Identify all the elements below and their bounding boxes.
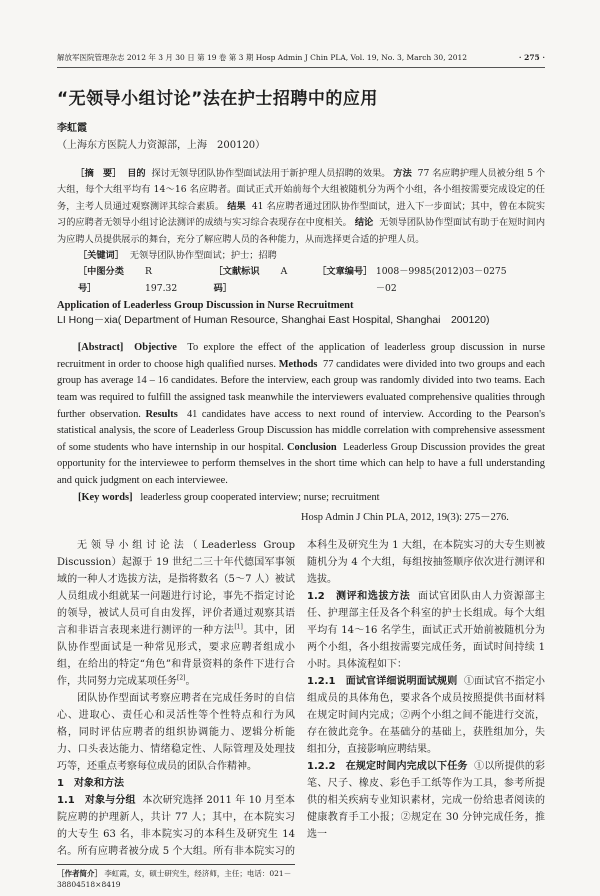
article-id-label: ［文章编号］ <box>317 266 373 278</box>
running-header <box>57 53 545 68</box>
section-1-2-heading: 1.2 测评和选拔方法 <box>307 591 411 603</box>
methods-text: 77 名应聘护理人员被分组 5 个大组，每个大组平均有 14～16 名应聘者。面试正式开始前每个大组被随机分为两个小组，各小组按需要完成设定的任务，主考人员通过观察测评其综合素质。 <box>57 168 546 212</box>
article-title: “无领导小组讨论”法在护士招聘中的应用 <box>57 89 378 109</box>
footnote-label: ［作者简介］ <box>57 869 102 879</box>
english-title: Application of Leaderless Group Discussion in Nurse Recruitment <box>57 300 354 312</box>
section-1-2-text: 面试官团队由人力资源部主任、护理部主任及各个科室的护士长组成。每个大组平均有 14～16 名学生，面试正式开始前被随机分为两个小组，各小组按需要完成任务，面试时间持续 1 小时。具体流程如下： <box>307 591 546 671</box>
keywords-text: leaderless group cooperated interview; nurse; recruitment <box>140 491 380 503</box>
section-1-1-heading: 1.1 对象与分组 <box>57 795 136 807</box>
clc-value: R 197.32 <box>145 266 178 294</box>
methods-label: Methods <box>278 358 318 370</box>
author-footnote <box>57 868 295 890</box>
abstract-label: [Abstract] <box>77 342 124 354</box>
footnote-text: 李虹霞，女，硕士研究生，经济师，主任；电话：021－38804518×8419 <box>57 869 292 890</box>
article-id-value: 1008－9985(2012)03－0275－02 <box>375 266 507 294</box>
reference-2[interactable]: [2] <box>177 674 186 682</box>
section-1-2-2-text: ①以所提供的彩笔、尺子、橡皮、彩色手工纸等作为工具，参考所提供的相关疾病专业知识素材，完成一份给患者阅读的健康教育手工小报；②规定在 30 分钟完成任务，推选一 <box>307 761 546 841</box>
section-1-2-1-heading: 1.2.1 面试官详细说明面试规则 <box>307 676 458 688</box>
section-1-2-1-text: ①面试官不指定小组成员的具体角色，要求各个成员按照提供书面材料在规定时间内完成；②两个小组之间不能进行交流，存在彼此竞争。在基础分的基础上，获胜组加分，失组扣分，直接影响应聘结果。 <box>307 676 546 756</box>
keywords-label: [Key words] <box>78 491 133 503</box>
doc-code-label: ［文献标识码］ <box>213 266 260 294</box>
intro-paragraph <box>57 537 295 690</box>
intro-text: 无领导小组讨论法（Leaderless Group Discussion）起源于 19 世纪二三十年代德国军事领域的一种人才选拔方法，是指将数名（5～7 人）被试人员组成小组就某一问题进行讨论，事先不指定讨论的领导，被试人员可自由发挥，评价者通过观察其语言和非语言表现来进行测评的一种方法 <box>57 540 295 637</box>
classification-line <box>57 264 545 297</box>
clc-label: ［中图分类号］ <box>78 266 124 294</box>
conclusion-text: 无领导团队协作型面试有助于在短时间内为应聘人员提供展示的舞台，充分了解应聘人员的各种能力，从而选择更合适的护理人员。 <box>57 217 546 245</box>
journal-info: 解放军医院管理杂志 2012 年 3 月 30 日 第 19 卷 第 3 期 Hosp Admin J Chin PLA, Vol. 19, No. 3, March 30, 2012 <box>57 53 468 62</box>
body-two-columns <box>57 537 545 860</box>
citation: Hosp Admin J Chin PLA, 2012, 19(3): 275－276. <box>301 512 509 524</box>
objective-text: To explore the effect of the application of leaderless group discussion in nurse recruitment in order to choose high qualified nurses. <box>57 342 545 370</box>
section-1-2-2-heading: 1.2.2 在规定时间内完成以下任务 <box>307 761 468 773</box>
intro-text-2: 。其中，团队协作型面试是一种常见形式，要求应聘者组成小组，在给出的特定“角色”和背景资料的条件下进行合作，共同努力完成某项任务 <box>57 625 296 688</box>
page-number: · 275 · <box>518 53 545 62</box>
objective-text: 探讨无领导团队协作型面试法用于新护理人员招聘的效果。 <box>151 168 391 179</box>
english-author: LI Hong－xia( Department of Human Resource, Shanghai East Hospital, Shanghai 200120) <box>57 314 490 327</box>
footnote-divider <box>57 864 295 865</box>
section-1-2-1 <box>307 673 545 758</box>
results-label: 结果 <box>227 200 246 212</box>
intro-text-3: 。 <box>185 676 196 688</box>
objective-label: Objective <box>134 342 177 354</box>
chinese-abstract <box>57 166 545 248</box>
abstract-label: ［摘 要］ <box>75 168 122 179</box>
methods-text: 77 candidates were divided into two groups and each group has average 14 – 16 candidates. Before the interview, each group was randomly divided into two teams. Each team was required to fulfill the assigned task meanwhile the interviewers evaluated comprehensive qualities through further observation. <box>57 358 545 420</box>
chinese-keywords <box>57 248 545 264</box>
conclusion-label: Conclusion <box>287 441 337 453</box>
section-1-1-text: 本次研究选择 2011 年 10 月至本院应聘的护理新人，共计 77 人；其中，在本院实习的大专生 63 名，非本院实习的本科生及研究生 14 名。所有应聘者被分成 5 个大组。所有非本院实习的本科生及研究生为 1 大组，在本院实习的大专生则被随机分为 4 个大组，每组按抽签顺序依次进行测评和选拔。 <box>57 540 545 858</box>
section-1-heading: 1 对象和方法 <box>57 778 124 790</box>
conclusion-label: 结论 <box>354 217 374 229</box>
results-text: 41 candidates have access to next round of interview. According to the Pearson's statistical analysis, the score of Leaderless Group Discussion has middle correlation with comprehensive assessment of some students who have internship in our hospital. <box>57 408 545 453</box>
paragraph-2: 团队协作型面试考察应聘者在完成任务时的自信心、进取心、责任心和灵活性等个性特点和行为风格，同时评估应聘者的组织协调能力、逻辑分析能力、口头表达能力、情绪稳定性、人际管理及处理技巧等，还重点考察每位成员的团队合作精神。 <box>57 693 295 773</box>
english-abstract <box>57 340 545 489</box>
conclusion-text: Leaderless Group Discussion provides the great opportunity for the interviewee to perform themselves in the short time which can help to have a full understanding and quick judgment on each interviewee. <box>57 441 545 486</box>
section-1-2 <box>307 588 545 673</box>
keywords-text: 无领导团队协作型面试；护士；招聘 <box>129 250 277 262</box>
results-label: Results <box>145 408 178 420</box>
affiliation: （上海东方医院人力资源部，上海 200120） <box>57 140 266 151</box>
methods-label: 方法 <box>393 168 412 179</box>
reference-1[interactable]: [1] <box>234 623 243 631</box>
keywords-label: ［关键词］ <box>78 250 124 262</box>
section-1-2-2 <box>307 758 545 843</box>
author: 李虹霞 <box>57 123 87 134</box>
doc-code-value: A <box>280 266 288 278</box>
objective-label: 目的 <box>127 168 146 179</box>
results-text: 41 名应聘者通过团队协作型面试，进入下一步面试；其中，曾在本院实习的应聘者无领导小组讨论法测评的成绩与实习综合表现存在中度相关。 <box>57 200 546 229</box>
english-keywords <box>57 490 545 507</box>
